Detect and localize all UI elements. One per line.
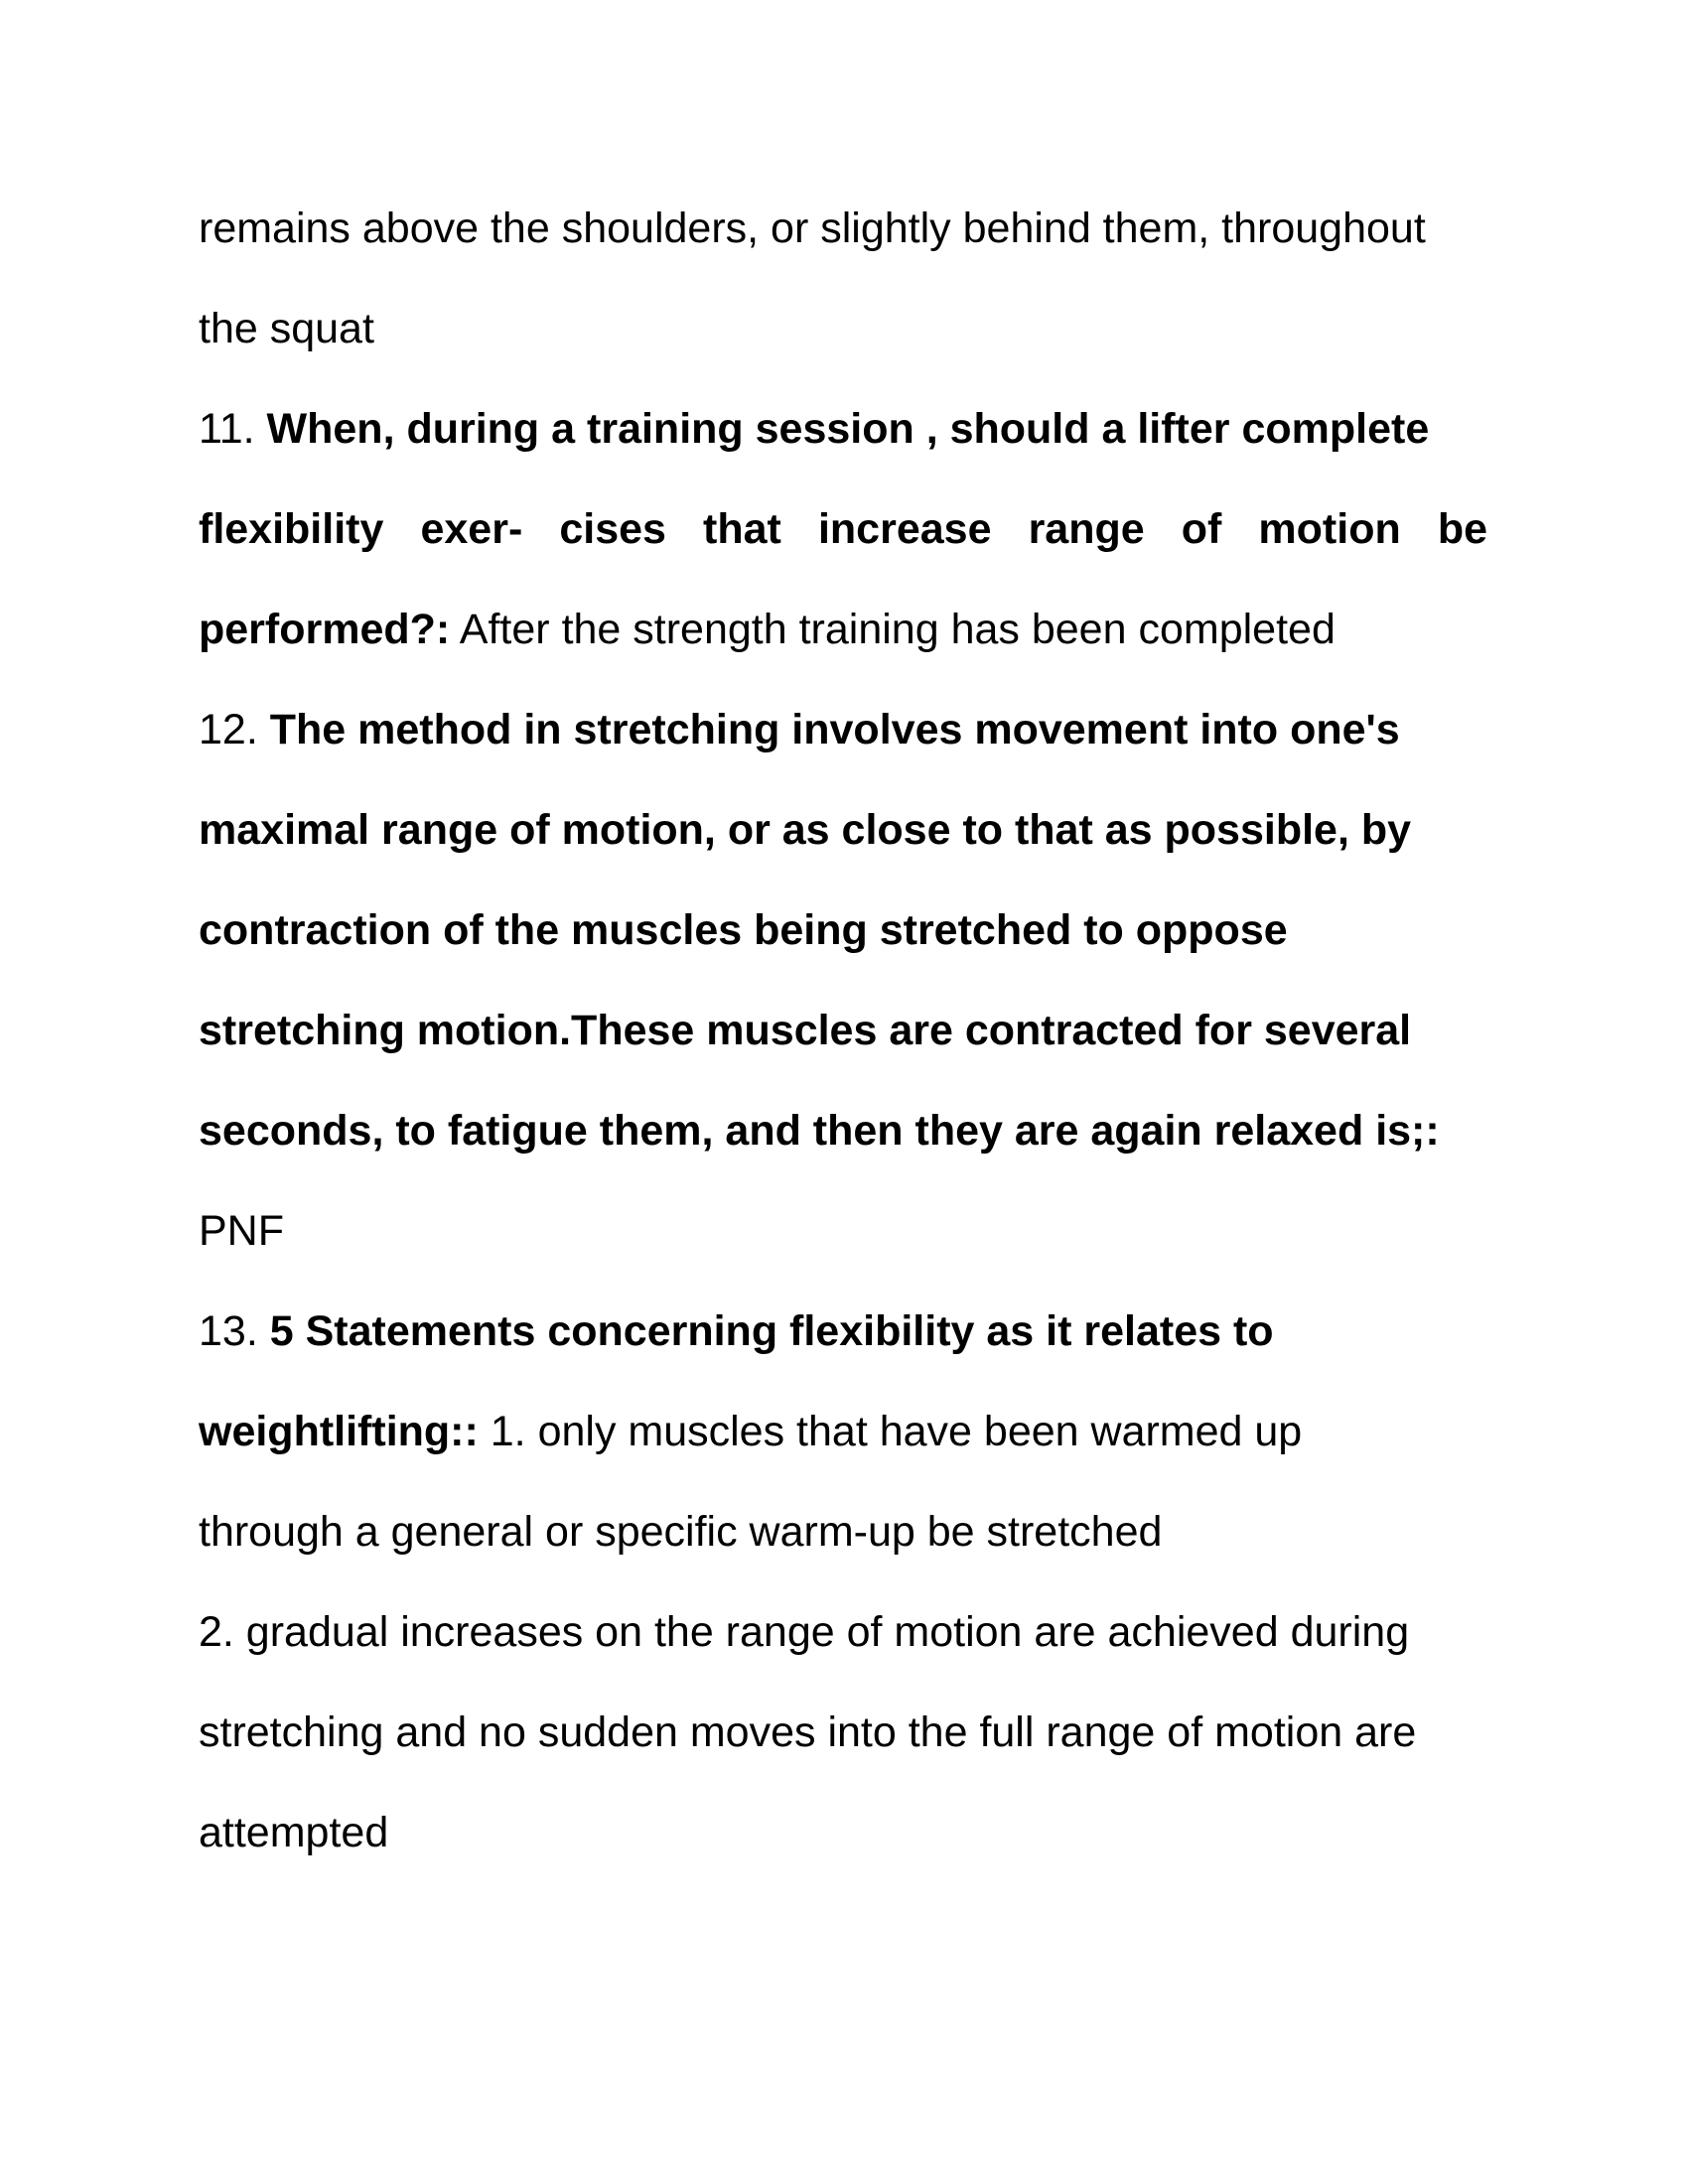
question-text: seconds, to fatigue them, and then they are again relaxed is;:: [199, 1107, 1440, 1155]
question-13-answer: [199, 1602, 1487, 1662]
answer-text: through a general or specific warm-up be stretched: [199, 1508, 1163, 1556]
answer-text: After the strength training has been completed: [450, 606, 1336, 653]
question-text: 5 Statements concerning flexibility as it relates to: [269, 1307, 1274, 1355]
question-11-line: [199, 600, 1487, 659]
question-12-line: [199, 1001, 1487, 1060]
answer-text: PNF: [199, 1207, 284, 1255]
question-11-line: [199, 399, 1487, 459]
question-12-line: [199, 800, 1487, 860]
question-text: performed?:: [199, 606, 451, 653]
question-text: When, during a training session , should a lifter complete: [266, 405, 1430, 453]
question-13-answer: [199, 1703, 1487, 1762]
question-text: The method in stretching involves movement into one's: [269, 706, 1400, 753]
question-12-line: [199, 700, 1487, 759]
question-text: maximal range of motion, or as close to that as possible, by: [199, 806, 1412, 854]
answer-text: attempted: [199, 1809, 389, 1856]
question-11-line: [199, 499, 1487, 559]
answer-text: 2. gradual increases on the range of motion are achieved during: [199, 1608, 1410, 1656]
answer-text: the squat: [199, 305, 374, 352]
answer-text: stretching and no sudden moves into the full range of motion are: [199, 1708, 1417, 1756]
question-text: stretching motion.These muscles are contracted for several: [199, 1007, 1412, 1054]
question-13-line: [199, 1402, 1487, 1461]
question-number: 12.: [199, 706, 270, 753]
answer-text: 1. only muscles that have been warmed up: [478, 1408, 1303, 1455]
question-text: flexibility exer- cises that increase range of motion be: [199, 505, 1487, 553]
question-12-line: [199, 900, 1487, 960]
text-line-continuation: [199, 199, 1487, 258]
question-12-answer: [199, 1201, 1487, 1261]
question-13-line: [199, 1301, 1487, 1361]
question-number: 13.: [199, 1307, 270, 1355]
answer-text: remains above the shoulders, or slightly behind them, throughout: [199, 205, 1426, 252]
question-13-answer: [199, 1803, 1487, 1862]
question-12-line: [199, 1101, 1487, 1160]
question-number: 11.: [199, 405, 267, 453]
text-line-continuation: [199, 299, 1487, 358]
question-text: contraction of the muscles being stretched to oppose: [199, 906, 1288, 954]
question-13-answer: [199, 1502, 1487, 1562]
question-text: weightlifting::: [199, 1408, 479, 1455]
